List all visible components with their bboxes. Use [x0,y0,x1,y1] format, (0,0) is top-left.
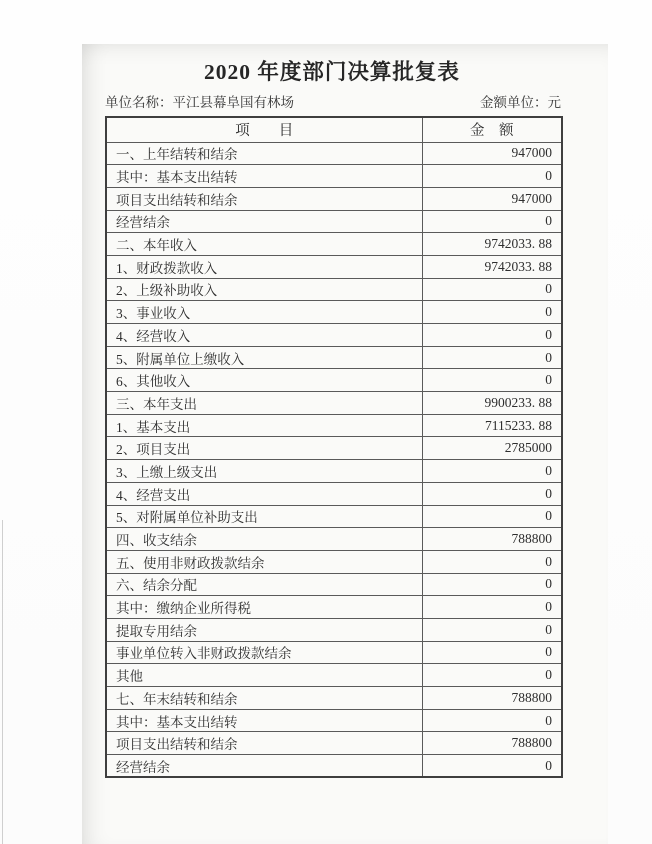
item-cell: 事业单位转入非财政拨款结余 [106,641,422,664]
amount-cell: 9742033. 88 [422,255,562,278]
table-row [106,687,562,710]
unit-name-line [105,93,294,112]
amount-cell: 947000 [422,142,562,165]
item-cell: 其中：缴纳企业所得税 [106,596,422,619]
amount-cell: 7115233. 88 [422,414,562,437]
amount-cell: 788800 [422,528,562,551]
amount-cell: 0 [422,324,562,347]
item-cell: 4、经营支出 [106,482,422,505]
table-row [106,346,562,369]
amount-column-header: 金 额 [422,117,562,142]
amount-cell: 947000 [422,187,562,210]
item-cell: 五、使用非财政拨款结余 [106,550,422,573]
table-row [106,369,562,392]
item-cell: 一、上年结转和结余 [106,142,422,165]
item-cell: 3、上缴上级支出 [106,460,422,483]
item-cell: 其他 [106,664,422,687]
item-cell: 5、附属单位上缴收入 [106,346,422,369]
item-cell: 项目支出结转和结余 [106,187,422,210]
table-row [106,255,562,278]
amount-cell: 0 [422,346,562,369]
amount-cell: 788800 [422,687,562,710]
table-row [106,732,562,755]
table-row [106,528,562,551]
item-cell: 四、收支结余 [106,528,422,551]
amount-cell: 0 [422,573,562,596]
table-row [106,437,562,460]
table-row [106,414,562,437]
item-cell: 5、对附属单位补助支出 [106,505,422,528]
unit-name-label: 单位名称： [105,95,173,110]
amount-cell: 0 [422,482,562,505]
amount-cell: 2785000 [422,437,562,460]
amount-cell: 0 [422,278,562,301]
unit-name-value: 平江县幕阜国有林场 [172,95,294,110]
item-cell: 六、结余分配 [106,573,422,596]
table-row [106,505,562,528]
item-cell: 4、经营收入 [106,324,422,347]
document-sheet [82,44,608,844]
amount-cell: 788800 [422,732,562,755]
item-cell: 七、年末结转和结余 [106,687,422,710]
item-cell: 项目支出结转和结余 [106,732,422,755]
item-cell: 经营结余 [106,210,422,233]
amount-cell: 0 [422,641,562,664]
table-row [106,278,562,301]
table-row [106,664,562,687]
item-column-header: 项 目 [106,117,422,142]
table-row [106,324,562,347]
table-row [106,596,562,619]
amount-cell: 0 [422,460,562,483]
item-cell: 提取专用结余 [106,618,422,641]
amount-cell: 0 [422,618,562,641]
header-row [106,117,562,142]
table-row [106,550,562,573]
item-cell: 2、项目支出 [106,437,422,460]
amount-cell: 0 [422,596,562,619]
table-row [106,210,562,233]
table-row [106,755,562,778]
meta-row [105,93,561,112]
table-row [106,641,562,664]
amount-cell: 0 [422,301,562,324]
table-row [106,460,562,483]
item-cell: 经营结余 [106,755,422,778]
amount-cell: 0 [422,755,562,778]
table-row [106,301,562,324]
table-row [106,709,562,732]
table-row [106,142,562,165]
table-row [106,392,562,415]
amount-cell: 9900233. 88 [422,392,562,415]
table-row [106,482,562,505]
item-cell: 1、基本支出 [106,414,422,437]
table-body [106,142,562,777]
table-row [106,573,562,596]
item-cell: 3、事业收入 [106,301,422,324]
item-cell: 三、本年支出 [106,392,422,415]
amount-cell: 0 [422,210,562,233]
item-cell: 1、财政拨款收入 [106,255,422,278]
amount-cell: 0 [422,369,562,392]
item-cell: 6、其他收入 [106,369,422,392]
document-title: 2020 年度部门决算批复表 [204,60,460,84]
amount-cell: 0 [422,165,562,188]
final-accounts-table [105,116,563,778]
amount-cell: 0 [422,505,562,528]
amount-cell: 0 [422,550,562,573]
item-cell: 其中：基本支出结转 [106,709,422,732]
amount-cell: 9742033. 88 [422,233,562,256]
table-header [106,117,562,142]
currency-unit-note: 金额单位：元 [480,95,561,110]
item-cell: 其中：基本支出结转 [106,165,422,188]
amount-cell: 0 [422,664,562,687]
amount-cell: 0 [422,709,562,732]
table-row [106,618,562,641]
table-row [106,233,562,256]
item-cell: 2、上级补助收入 [106,278,422,301]
table-row [106,187,562,210]
table-row [106,165,562,188]
item-cell: 二、本年收入 [106,233,422,256]
